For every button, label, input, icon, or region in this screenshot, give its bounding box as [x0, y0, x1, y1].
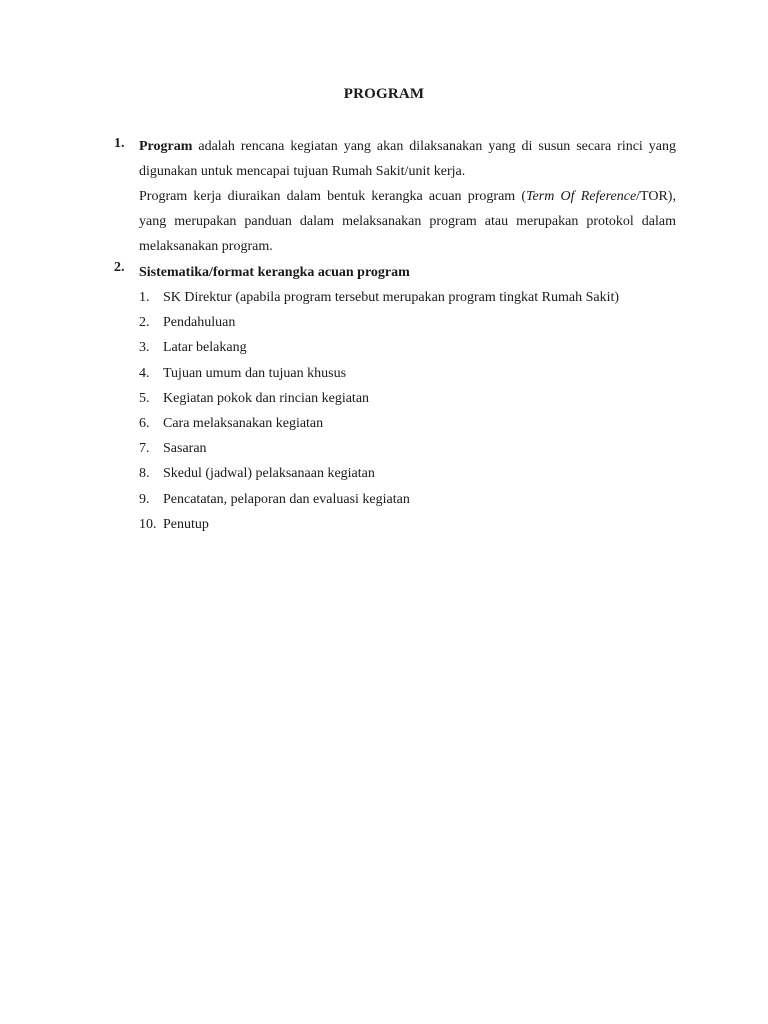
list-item-text: Sasaran [163, 441, 207, 457]
list-item-text: Kegiatan pokok dan rincian kegiatan [163, 390, 370, 406]
paragraph-2-end: /TOR), yang merupakan panduan dalam melaksanakan program atau merupakan protokol dalam melaksanakan program. [139, 189, 676, 254]
list-item [139, 461, 676, 486]
list-item [139, 335, 676, 360]
list-item-number: 3. [139, 340, 150, 356]
list-item [139, 436, 676, 461]
list-item [139, 285, 676, 310]
list-item-text: Latar belakang [163, 340, 247, 356]
list-item-text: Cara melaksanakan kegiatan [163, 416, 324, 432]
list-item-text: Skedul (jadwal) pelaksanaan kegiatan [163, 466, 375, 482]
section-1-number: 1. [114, 136, 125, 151]
list-item-text: SK Direktur (apabila program tersebut merupakan program tingkat Rumah Sakit) [163, 290, 620, 305]
program-term: Program [139, 139, 193, 154]
list-item-number: 10. [139, 516, 157, 532]
section-1-paragraph-2 [139, 184, 676, 259]
list-item-text: Pencatatan, pelaporan dan evaluasi kegiatan [163, 491, 410, 507]
section-1-body [139, 134, 676, 259]
list-item-number: 7. [139, 441, 150, 457]
list-item [139, 411, 676, 436]
list-item [139, 512, 676, 537]
section-1 [114, 134, 676, 259]
list-item-number: 5. [139, 390, 150, 406]
page-title: PROGRAM [343, 86, 425, 102]
list-item-number: 1. [139, 290, 150, 305]
list-item [139, 487, 676, 512]
list-item [139, 386, 676, 411]
list-item-text: Pendahuluan [163, 315, 236, 331]
paragraph-2-start: Program kerja diuraikan dalam bentuk kerangka acuan program ( [139, 189, 527, 204]
section-2 [114, 260, 676, 537]
list-item-number: 4. [139, 365, 150, 381]
section-2-number: 2. [114, 260, 125, 275]
program-definition: adalah rencana kegiatan yang akan dilaksanakan yang di susun secara rinci yang digunakan untuk mencapai tujuan Rumah Sakit/unit kerja. [139, 139, 676, 179]
list-item-number: 9. [139, 491, 150, 507]
section-2-body [139, 260, 676, 537]
format-list [139, 285, 676, 537]
list-item [139, 310, 676, 335]
list-item-number: 2. [139, 315, 150, 331]
list-item-text: Penutup [163, 516, 209, 532]
list-item-text: Tujuan umum dan tujuan khusus [163, 365, 347, 381]
list-item-number: 8. [139, 466, 150, 482]
list-item-number: 6. [139, 416, 150, 432]
list-item [139, 361, 676, 386]
paragraph-2-italic: Term Of Reference [526, 189, 637, 204]
section-1-definition [139, 134, 676, 184]
section-2-heading: Sistematika/format kerangka acuan program [139, 265, 410, 280]
